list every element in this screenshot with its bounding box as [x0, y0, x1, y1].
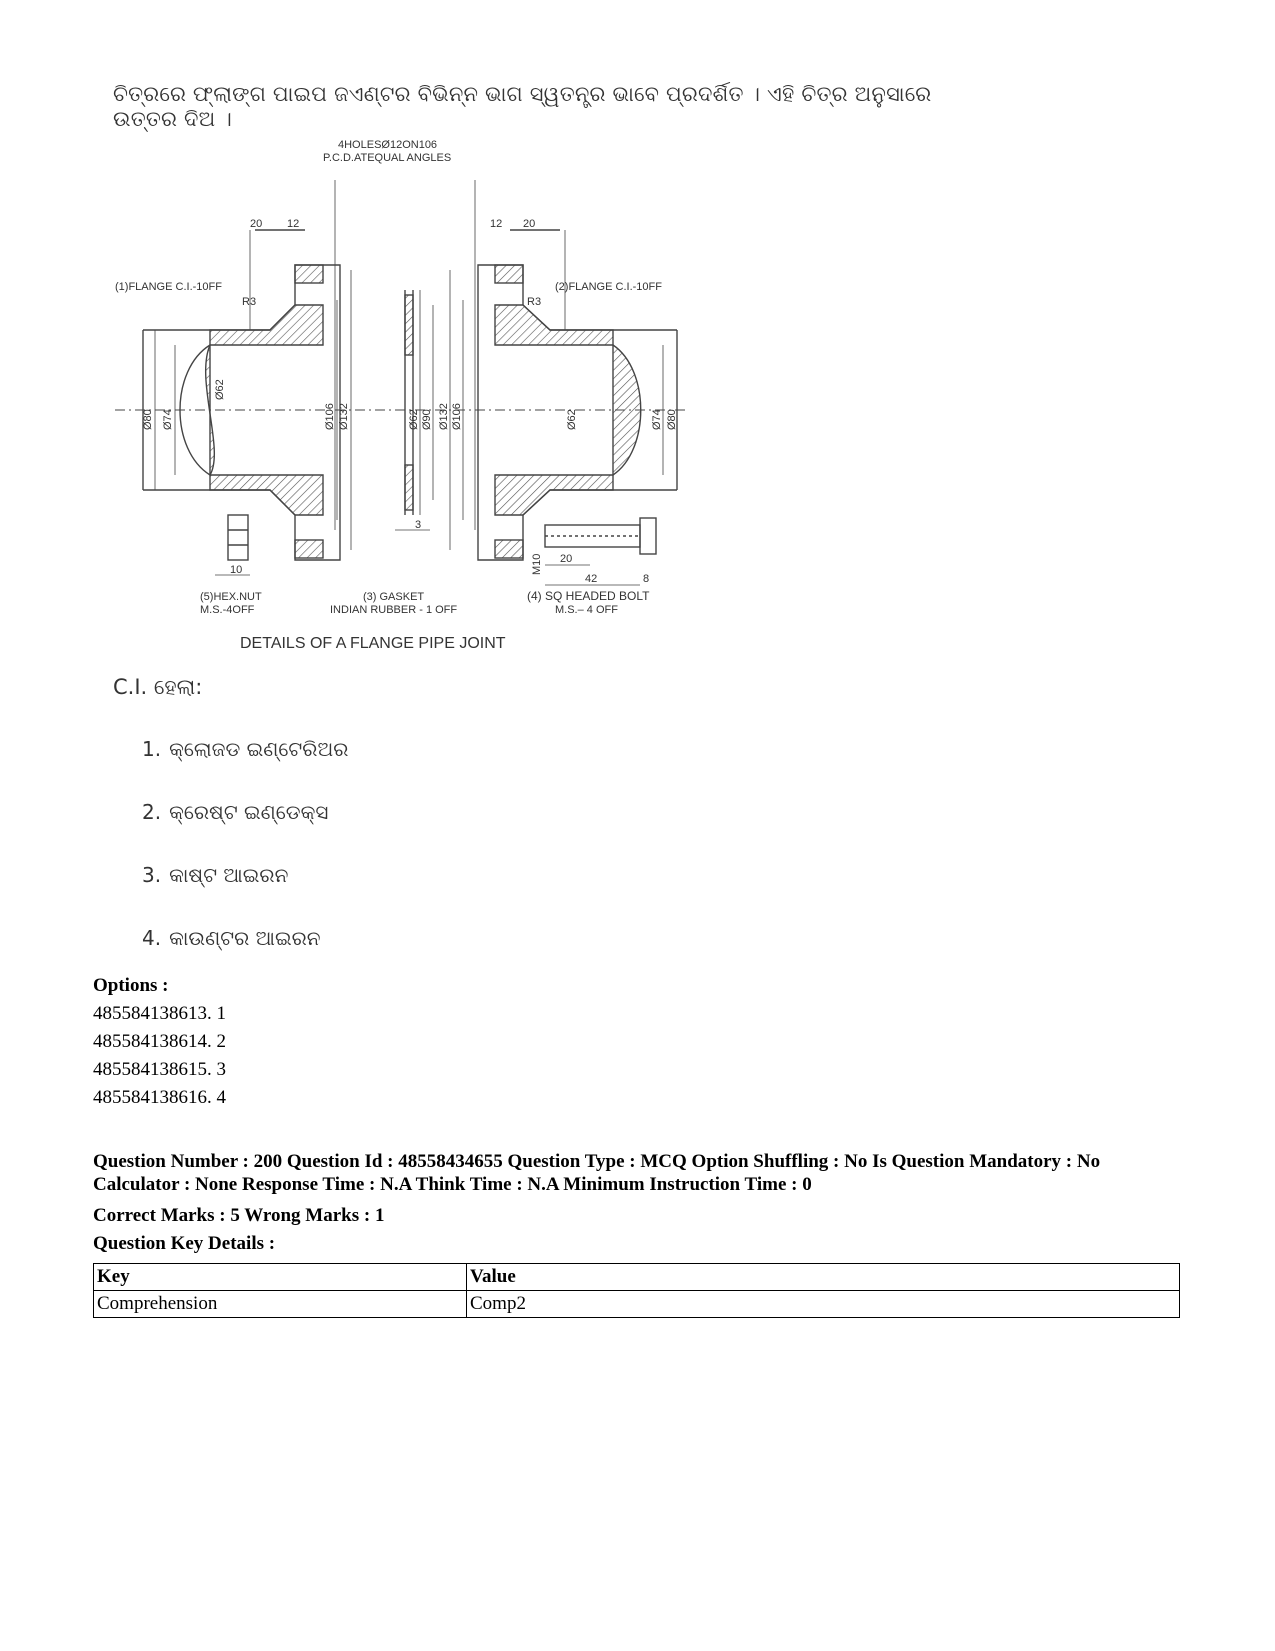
dim-42-bolt: 42: [585, 573, 598, 585]
dim-12-left: 12: [287, 218, 300, 230]
nut-label-1: (5)HEX.NUT: [200, 591, 262, 603]
option-2: 485584138614. 2: [93, 1031, 226, 1052]
flange2-label: (2)FLANGE C.I.-10FF: [555, 281, 662, 293]
dim-20-right: 20: [523, 218, 536, 230]
dim-20-left: 20: [250, 218, 263, 230]
header-key: Key: [94, 1264, 467, 1291]
question-meta: Question Number : 200 Question Id : 48558434655 Question Type : MCQ Option Shuffling : No Is Question Mandatory : No Calculator : None Response Time : N.A Think Time : N.A Minimum Instruction Time : 0: [93, 1151, 1101, 1195]
dim-d80-left: Ø80: [142, 409, 154, 430]
choice-3: 3. କାଷ୍ଟ ଆଇରନ: [142, 863, 289, 887]
flange-joint-drawing: [115, 130, 815, 670]
flange1-label: (1)FLANGE C.I.-10FF: [115, 281, 222, 293]
header-value: Value: [467, 1264, 1180, 1291]
sub-question: C.I. ହେଲା:: [113, 675, 203, 699]
choice-1: 1. କ୍ଲୋଜଡ ଇଣ୍ଟେରିଅର: [142, 737, 349, 761]
dim-d62-right: Ø62: [566, 409, 578, 430]
dim-d74-left: Ø74: [162, 409, 174, 430]
r3-right: R3: [527, 296, 542, 308]
bolt-label-1: (4) SQ HEADED BOLT: [527, 589, 650, 603]
dim-20-bolt: 20: [560, 553, 573, 565]
key-details-table: [93, 1263, 1180, 1318]
dim-d106-left: Ø106: [324, 403, 336, 430]
gasket-label-1: (3) GASKET: [363, 591, 425, 603]
cell-key: Comprehension: [94, 1291, 467, 1318]
question-scan: [95, 60, 935, 950]
r3-left: R3: [242, 296, 257, 308]
dim-d80-right: Ø80: [666, 409, 678, 430]
dim-m10: M10: [531, 553, 543, 575]
dim-d62-left: Ø62: [214, 379, 226, 400]
choice-2: 2. କ୍ରେଷ୍ଟ ଇଣ୍ଡେକ୍ସ: [142, 800, 329, 824]
table-header-row: [94, 1264, 1180, 1291]
dim-d106-gasket: Ø106: [451, 403, 463, 430]
dim-d74-right: Ø74: [651, 409, 663, 430]
cell-value: Comp2: [467, 1291, 1180, 1318]
choice-4: 4. କାଉଣ୍ଟର ଆଇରନ: [142, 926, 321, 950]
dim-d132-left: Ø132: [338, 403, 350, 430]
nut-label-2: M.S.-4OFF: [200, 604, 255, 616]
table-row: [94, 1291, 1180, 1318]
holes-note-2: P.C.D.ATEQUAL ANGLES: [323, 152, 452, 164]
dim-d90-gasket: Ø90: [421, 409, 433, 430]
dim-d132-gasket: Ø132: [438, 403, 450, 430]
dim-d62-gasket: Ø62: [408, 409, 420, 430]
question-stem: ଚିତ୍ରରେ ଫ୍ଲାଙ୍ଗ ପାଇପ ଜଏଣ୍ଟର ବିଭିନ୍ନ ଭାଗ ସ୍ୱତନ୍ତ୍ର ଭାବେ ପ୍ରଦର୍ଶିତ । ଏହି ଚିତ୍ର ଅନୁସାରେ ଉତ୍ତର ଦିଅ ।: [113, 82, 932, 131]
option-3: 485584138615. 3: [93, 1059, 226, 1080]
drawing-title: DETAILS OF A FLANGE PIPE JOINT: [240, 635, 506, 652]
option-4: 485584138616. 4: [93, 1087, 226, 1108]
marks-line: Correct Marks : 5 Wrong Marks : 1: [93, 1205, 385, 1226]
holes-note-1: 4HOLESØ12ON106: [338, 139, 438, 151]
dim-10: 10: [230, 564, 243, 576]
dim-8-bolt: 8: [643, 573, 650, 585]
bolt-label-2: M.S.– 4 OFF: [555, 604, 618, 616]
option-1: 485584138613. 1: [93, 1003, 226, 1024]
key-details-label: Question Key Details :: [93, 1233, 276, 1254]
dim-12-right: 12: [490, 218, 503, 230]
gasket-label-2: INDIAN RUBBER - 1 OFF: [330, 604, 458, 616]
dim-3: 3: [415, 519, 422, 531]
options-label: Options :: [93, 975, 169, 996]
